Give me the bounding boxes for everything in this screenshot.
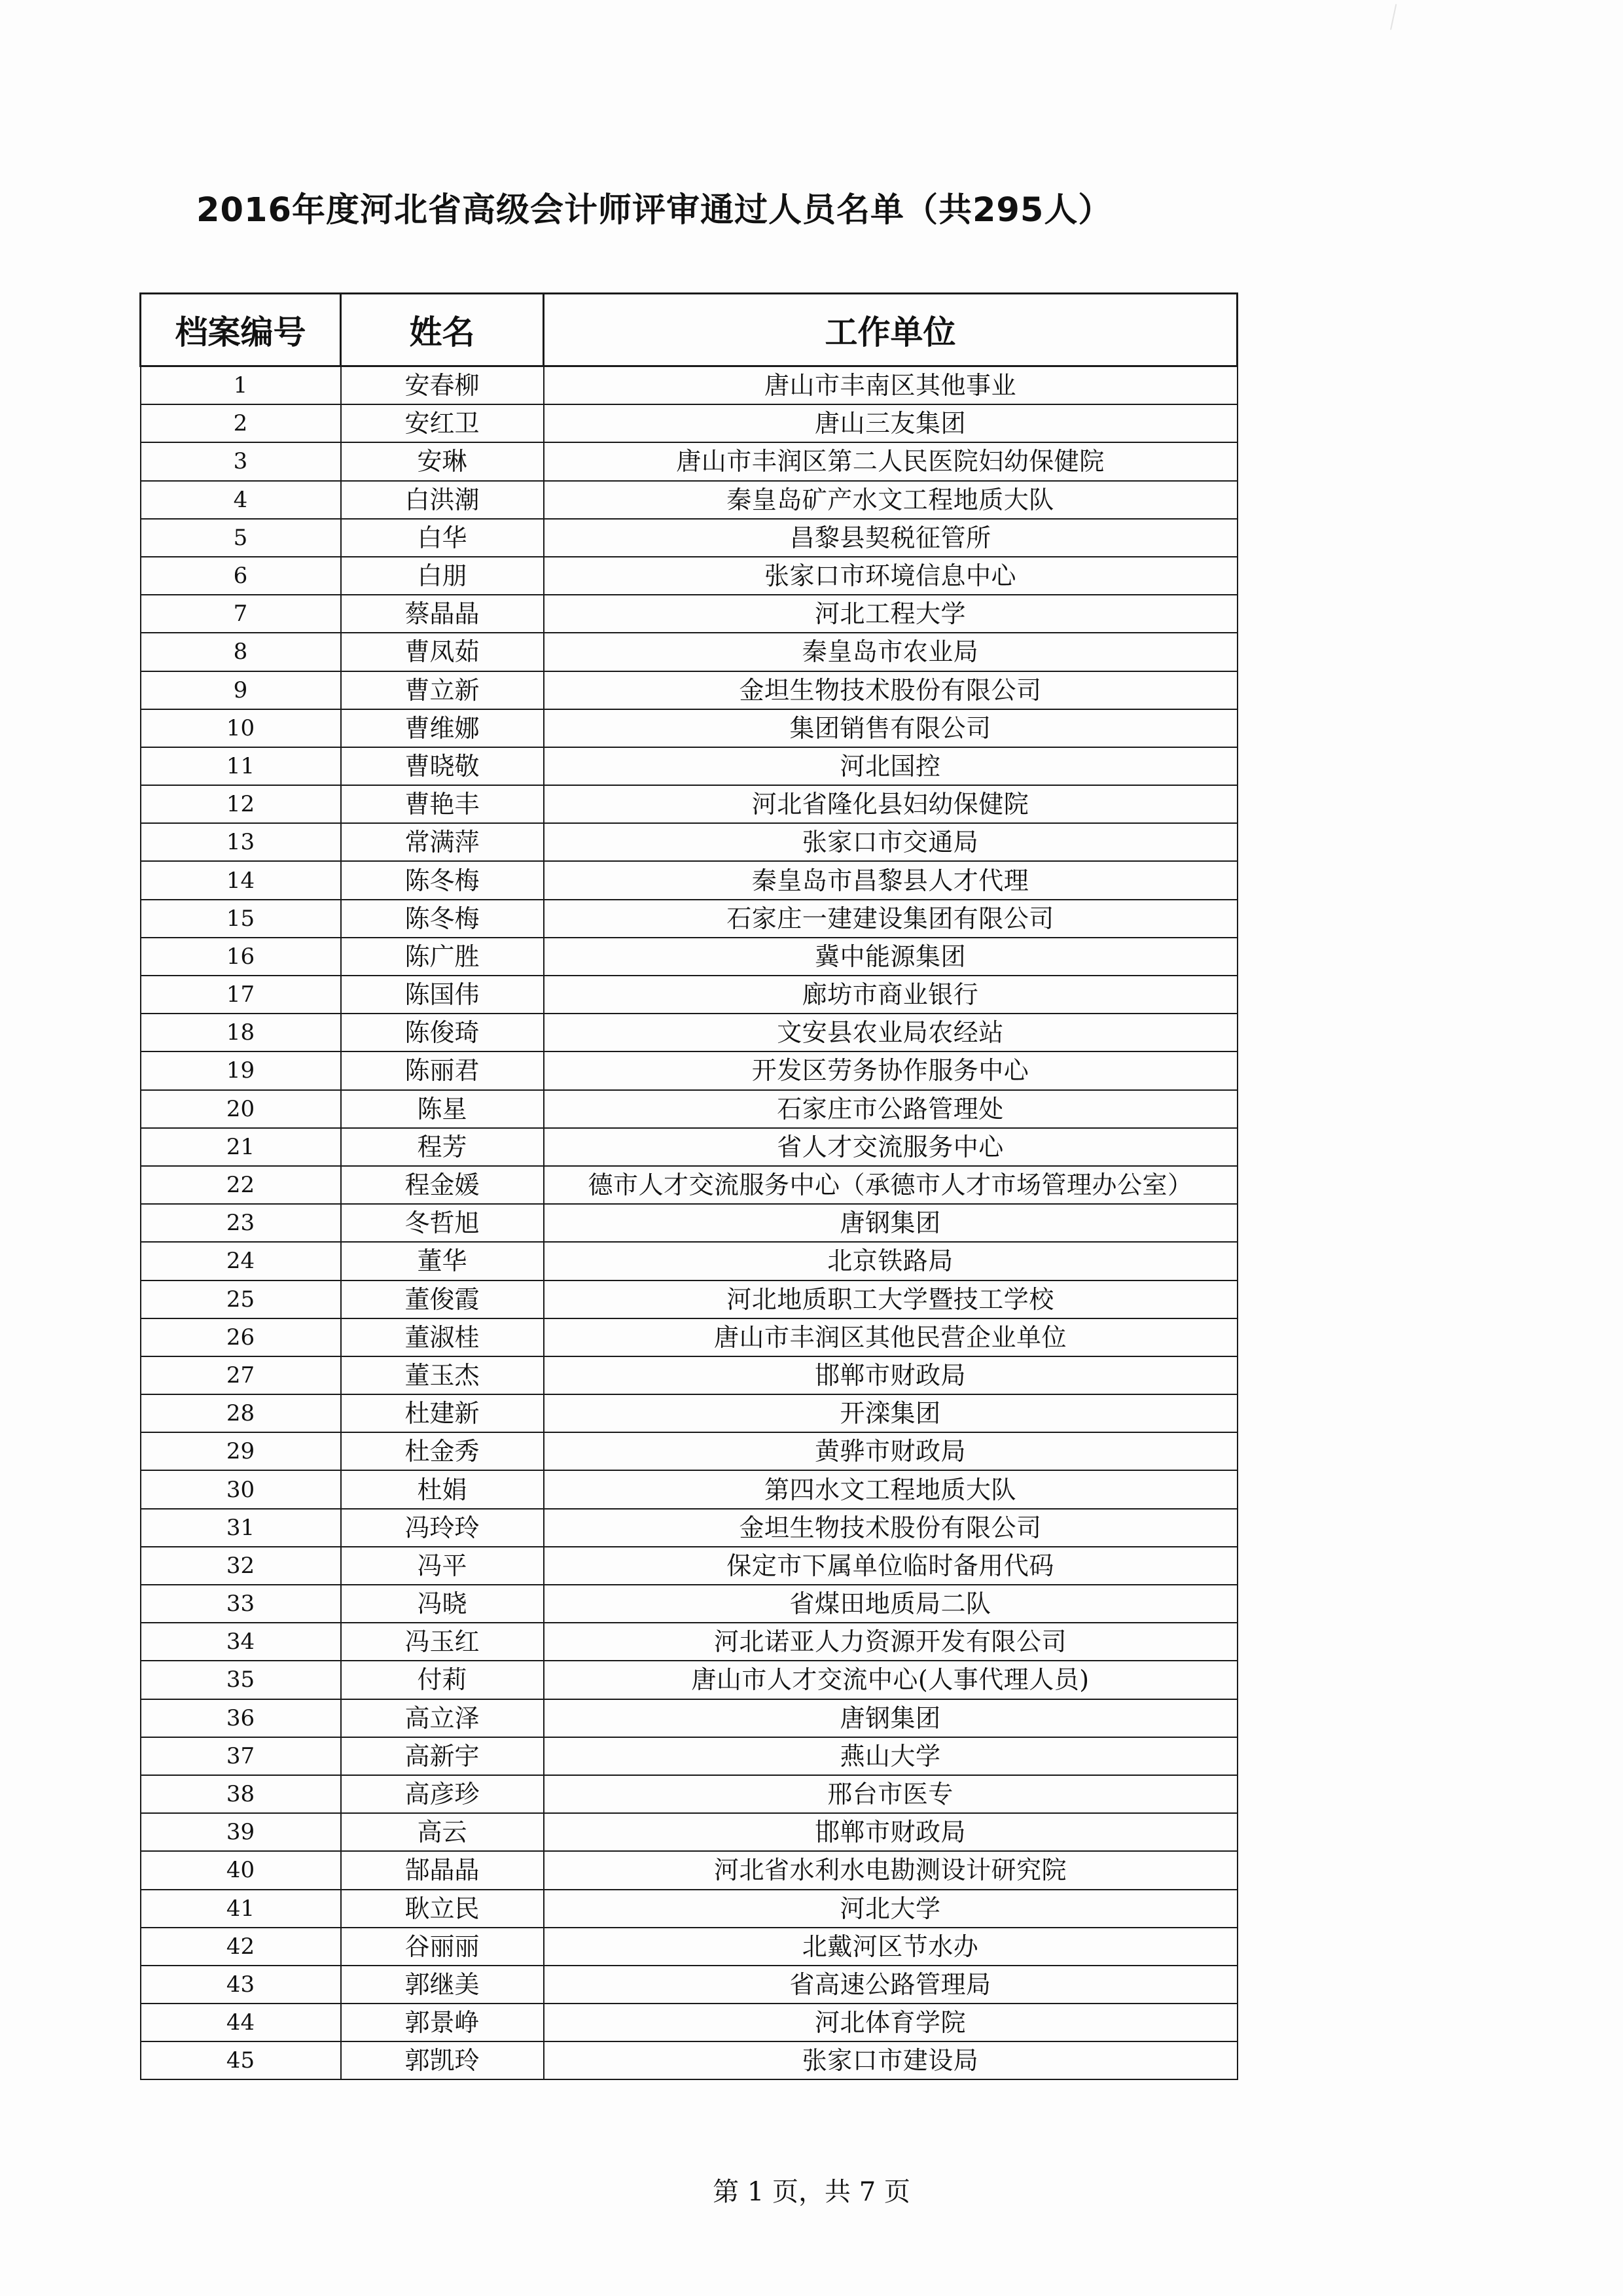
table-row: [141, 1585, 1238, 1623]
cell-file-no: 4: [141, 481, 341, 519]
table-row: [141, 938, 1238, 976]
cell-name: 白朋: [341, 557, 544, 595]
cell-file-no: 15: [141, 900, 341, 938]
cell-unit: 集团销售有限公司: [544, 709, 1238, 747]
cell-file-no: 5: [141, 519, 341, 557]
cell-name: 安琳: [341, 442, 544, 480]
cell-file-no: 20: [141, 1090, 341, 1128]
cell-unit: 开发区劳务协作服务中心: [544, 1051, 1238, 1089]
cell-unit: 张家口市建设局: [544, 2041, 1238, 2079]
cell-file-no: 16: [141, 938, 341, 976]
cell-file-no: 44: [141, 2004, 341, 2041]
cell-name: 曹凤茹: [341, 633, 544, 671]
cell-unit: 河北体育学院: [544, 2004, 1238, 2041]
roster-table: [139, 292, 1238, 2080]
cell-name: 陈丽君: [341, 1051, 544, 1089]
cell-file-no: 13: [141, 823, 341, 861]
cell-name: 陈国伟: [341, 976, 544, 1014]
cell-unit: 邯郸市财政局: [544, 1356, 1238, 1394]
header-name: 姓名: [341, 294, 544, 366]
table-row: [141, 1014, 1238, 1051]
cell-name: 高彦珍: [341, 1775, 544, 1813]
cell-unit: 秦皇岛市昌黎县人才代理: [544, 861, 1238, 899]
cell-file-no: 38: [141, 1775, 341, 1813]
cell-file-no: 23: [141, 1204, 341, 1242]
cell-name: 白华: [341, 519, 544, 557]
cell-unit: 邢台市医专: [544, 1775, 1238, 1813]
table-row: [141, 709, 1238, 747]
cell-name: 杜金秀: [341, 1432, 544, 1470]
cell-name: 郭继美: [341, 1966, 544, 2004]
cell-unit: 唐山市人才交流中心(人事代理人员): [544, 1661, 1238, 1699]
cell-file-no: 14: [141, 861, 341, 899]
cell-unit: 省人才交流服务中心: [544, 1128, 1238, 1166]
cell-file-no: 21: [141, 1128, 341, 1166]
cell-file-no: 17: [141, 976, 341, 1014]
cell-file-no: 28: [141, 1394, 341, 1432]
cell-unit: 邯郸市财政局: [544, 1813, 1238, 1851]
cell-unit: 河北省水利水电勘测设计研究院: [544, 1851, 1238, 1889]
table-row: [141, 1966, 1238, 2004]
cell-name: 冯平: [341, 1547, 544, 1585]
table-row: [141, 1813, 1238, 1851]
table-row: [141, 1204, 1238, 1242]
cell-file-no: 32: [141, 1547, 341, 1585]
cell-file-no: 2: [141, 404, 341, 442]
cell-unit: 河北地质职工大学暨技工学校: [544, 1280, 1238, 1318]
cell-file-no: 37: [141, 1737, 341, 1775]
cell-unit: 德市人才交流服务中心（承德市人才市场管理办公室）: [544, 1166, 1238, 1204]
table-row: [141, 823, 1238, 861]
cell-name: 陈俊琦: [341, 1014, 544, 1051]
cell-name: 陈冬梅: [341, 861, 544, 899]
cell-name: 冬哲旭: [341, 1204, 544, 1242]
table-row: [141, 1166, 1238, 1204]
cell-file-no: 35: [141, 1661, 341, 1699]
cell-name: 程金媛: [341, 1166, 544, 1204]
cell-unit: 唐山市丰润区其他民营企业单位: [544, 1318, 1238, 1356]
cell-file-no: 26: [141, 1318, 341, 1356]
cell-unit: 北戴河区节水办: [544, 1928, 1238, 1966]
cell-file-no: 39: [141, 1813, 341, 1851]
cell-file-no: 30: [141, 1470, 341, 1508]
table-row: [141, 900, 1238, 938]
cell-name: 陈冬梅: [341, 900, 544, 938]
table-row: [141, 2004, 1238, 2041]
cell-unit: 石家庄市公路管理处: [544, 1090, 1238, 1128]
table-row: [141, 1470, 1238, 1508]
cell-unit: 黄骅市财政局: [544, 1432, 1238, 1470]
cell-file-no: 12: [141, 785, 341, 823]
cell-unit: 唐山市丰润区第二人民医院妇幼保健院: [544, 442, 1238, 480]
table-body: [141, 366, 1238, 2080]
cell-name: 冯玉红: [341, 1623, 544, 1661]
cell-unit: 石家庄一建建设集团有限公司: [544, 900, 1238, 938]
cell-name: 谷丽丽: [341, 1928, 544, 1966]
cell-name: 常满萍: [341, 823, 544, 861]
table-row: [141, 1851, 1238, 1889]
table-row: [141, 1623, 1238, 1661]
cell-name: 陈星: [341, 1090, 544, 1128]
page-footer: 第 1 页，共 7 页: [713, 2177, 910, 2207]
table-header-row: [141, 294, 1238, 366]
cell-file-no: 36: [141, 1699, 341, 1737]
cell-name: 冯晓: [341, 1585, 544, 1623]
cell-unit: 唐钢集团: [544, 1204, 1238, 1242]
cell-unit: 唐山三友集团: [544, 404, 1238, 442]
cell-file-no: 11: [141, 747, 341, 785]
table-row: [141, 595, 1238, 633]
cell-file-no: 10: [141, 709, 341, 747]
cell-file-no: 31: [141, 1509, 341, 1547]
cell-file-no: 19: [141, 1051, 341, 1089]
cell-unit: 北京铁路局: [544, 1242, 1238, 1280]
cell-unit: 金坦生物技术股份有限公司: [544, 1509, 1238, 1547]
table-row: [141, 1090, 1238, 1128]
cell-unit: 秦皇岛矿产水文工程地质大队: [544, 481, 1238, 519]
cell-name: 曹维娜: [341, 709, 544, 747]
cell-name: 郜晶晶: [341, 1851, 544, 1889]
table-row: [141, 1242, 1238, 1280]
cell-name: 付莉: [341, 1661, 544, 1699]
cell-file-no: 8: [141, 633, 341, 671]
cell-unit: 开滦集团: [544, 1394, 1238, 1432]
cell-unit: 省煤田地质局二队: [544, 1585, 1238, 1623]
cell-file-no: 41: [141, 1890, 341, 1928]
table-row: [141, 1432, 1238, 1470]
cell-name: 高新宇: [341, 1737, 544, 1775]
cell-file-no: 43: [141, 1966, 341, 2004]
cell-file-no: 25: [141, 1280, 341, 1318]
cell-file-no: 3: [141, 442, 341, 480]
document-title: 2016年度河北省高级会计师评审通过人员名单（共295人）: [196, 191, 1113, 230]
table-row: [141, 1699, 1238, 1737]
cell-unit: 廊坊市商业银行: [544, 976, 1238, 1014]
cell-name: 董淑桂: [341, 1318, 544, 1356]
table-row: [141, 404, 1238, 442]
cell-file-no: 29: [141, 1432, 341, 1470]
table-row: [141, 1318, 1238, 1356]
cell-unit: 冀中能源集团: [544, 938, 1238, 976]
cell-unit: 河北工程大学: [544, 595, 1238, 633]
table-row: [141, 557, 1238, 595]
table-row: [141, 1661, 1238, 1699]
cell-unit: 张家口市环境信息中心: [544, 557, 1238, 595]
cell-unit: 河北大学: [544, 1890, 1238, 1928]
cell-unit: 秦皇岛市农业局: [544, 633, 1238, 671]
cell-file-no: 9: [141, 671, 341, 709]
cell-unit: 文安县农业局农经站: [544, 1014, 1238, 1051]
cell-unit: 保定市下属单位临时备用代码: [544, 1547, 1238, 1585]
scan-mark: [1390, 4, 1410, 33]
table-row: [141, 1509, 1238, 1547]
cell-name: 曹立新: [341, 671, 544, 709]
table-row: [141, 519, 1238, 557]
cell-file-no: 33: [141, 1585, 341, 1623]
cell-name: 杜娟: [341, 1470, 544, 1508]
cell-name: 安春柳: [341, 366, 544, 405]
table-row: [141, 976, 1238, 1014]
cell-file-no: 7: [141, 595, 341, 633]
table-row: [141, 1128, 1238, 1166]
table-row: [141, 633, 1238, 671]
table-row: [141, 1928, 1238, 1966]
cell-name: 蔡晶晶: [341, 595, 544, 633]
table-row: [141, 785, 1238, 823]
cell-name: 郭凯玲: [341, 2041, 544, 2079]
cell-name: 安红卫: [341, 404, 544, 442]
cell-file-no: 27: [141, 1356, 341, 1394]
cell-unit: 河北国控: [544, 747, 1238, 785]
cell-name: 高立泽: [341, 1699, 544, 1737]
table-row: [141, 481, 1238, 519]
cell-unit: 河北省隆化县妇幼保健院: [544, 785, 1238, 823]
cell-name: 程芳: [341, 1128, 544, 1166]
table-row: [141, 1356, 1238, 1394]
cell-file-no: 24: [141, 1242, 341, 1280]
cell-unit: 河北诺亚人力资源开发有限公司: [544, 1623, 1238, 1661]
cell-unit: 昌黎县契税征管所: [544, 519, 1238, 557]
cell-unit: 燕山大学: [544, 1737, 1238, 1775]
table-row: [141, 671, 1238, 709]
cell-name: 杜建新: [341, 1394, 544, 1432]
cell-file-no: 42: [141, 1928, 341, 1966]
cell-unit: 第四水文工程地质大队: [544, 1470, 1238, 1508]
table-row: [141, 1775, 1238, 1813]
table-row: [141, 861, 1238, 899]
cell-name: 冯玲玲: [341, 1509, 544, 1547]
cell-file-no: 18: [141, 1014, 341, 1051]
cell-name: 高云: [341, 1813, 544, 1851]
table-row: [141, 366, 1238, 405]
table-row: [141, 1280, 1238, 1318]
table-row: [141, 1737, 1238, 1775]
cell-name: 曹晓敬: [341, 747, 544, 785]
cell-file-no: 1: [141, 366, 341, 405]
cell-unit: 张家口市交通局: [544, 823, 1238, 861]
cell-unit: 唐山市丰南区其他事业: [544, 366, 1238, 405]
cell-name: 耿立民: [341, 1890, 544, 1928]
cell-file-no: 40: [141, 1851, 341, 1889]
table-row: [141, 442, 1238, 480]
cell-name: 董俊霞: [341, 1280, 544, 1318]
table-row: [141, 1394, 1238, 1432]
table-row: [141, 747, 1238, 785]
cell-file-no: 22: [141, 1166, 341, 1204]
cell-unit: 金坦生物技术股份有限公司: [544, 671, 1238, 709]
cell-file-no: 6: [141, 557, 341, 595]
cell-unit: 唐钢集团: [544, 1699, 1238, 1737]
cell-name: 曹艳丰: [341, 785, 544, 823]
cell-file-no: 45: [141, 2041, 341, 2079]
table-row: [141, 1547, 1238, 1585]
header-unit: 工作单位: [544, 294, 1238, 366]
cell-name: 郭景峥: [341, 2004, 544, 2041]
table-row: [141, 2041, 1238, 2079]
cell-name: 董玉杰: [341, 1356, 544, 1394]
table-row: [141, 1051, 1238, 1089]
cell-name: 董华: [341, 1242, 544, 1280]
cell-name: 白洪潮: [341, 481, 544, 519]
cell-name: 陈广胜: [341, 938, 544, 976]
cell-unit: 省高速公路管理局: [544, 1966, 1238, 2004]
cell-file-no: 34: [141, 1623, 341, 1661]
table-row: [141, 1890, 1238, 1928]
header-file-no: 档案编号: [141, 294, 341, 366]
